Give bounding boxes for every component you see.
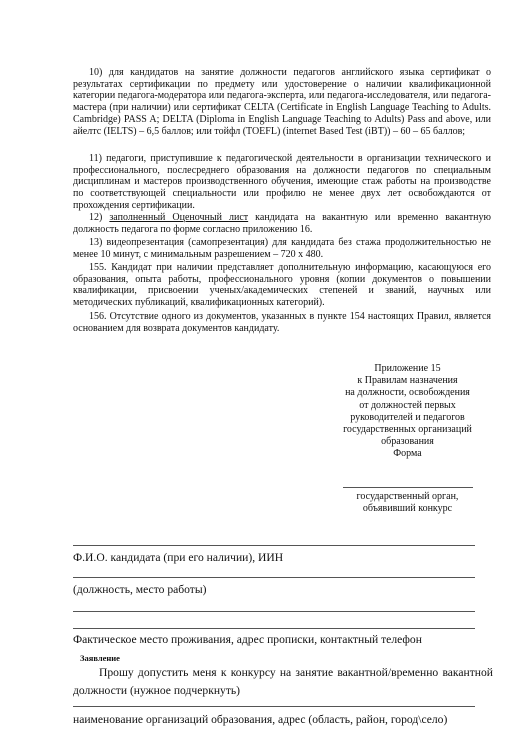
paragraph-13-text: 13) видеопрезентация (самопрезентация) для кандидата без стажа продолжительностью не менее 10 минут, с минимальным разрешением – 720 х 480. bbox=[73, 237, 491, 260]
appendix-line: от должностей первых bbox=[359, 399, 456, 411]
paragraph-155 bbox=[73, 262, 491, 309]
paragraph-156 bbox=[73, 311, 491, 334]
organization-label: наименование организаций образования, адрес (область, район, город\село) bbox=[73, 713, 448, 726]
address-input-line-2[interactable] bbox=[73, 628, 475, 629]
paragraph-10 bbox=[73, 67, 491, 137]
appendix-line: образования bbox=[381, 436, 434, 448]
appendix-line: руководителей и педагогов bbox=[350, 411, 465, 423]
evaluation-sheet-link[interactable]: заполненный Оценочный лист bbox=[109, 212, 249, 223]
position-label: (должность, место работы) bbox=[73, 583, 207, 596]
appendix-line: на должности, освобождения bbox=[345, 387, 470, 399]
paragraph-13 bbox=[73, 237, 491, 260]
paragraph-156-text: 156. Отсутствие одного из документов, указанных в пункте 154 настоящих Правил, является основанием для возврата документов кандидату. bbox=[73, 311, 491, 334]
form-label: Форма bbox=[393, 448, 422, 460]
paragraph-10-text: 10) для кандидатов на занятие должности педагогов английского языка сертификат о результатах сертификации по предмету или удостоверение о наличии квалификационной категории педагога-модератора или педагога-эксперта, или педагога-исследователя, или педагога-мастера (при наличии) или сертификат CELTA (Certificate in English Language Teaching to Adults. Cambridge) PASS A; DELTA (Diploma in English Language Teaching to Adults) Pass and above, или айелтс (IELTS) – 6,5 баллов; или тойфл (TOEFL) (internet Based Test (iBT)) – 60 – 65 баллов; bbox=[73, 67, 491, 137]
paragraph-12-text bbox=[73, 212, 491, 235]
organ-underline[interactable] bbox=[343, 487, 473, 488]
statement-body-text: Прошу допустить меня к конкурсу на занятие вакантной/временно вакантной должности (нужное подчеркнуть) bbox=[73, 666, 493, 697]
appendix-line: к Правилам назначения bbox=[357, 375, 458, 387]
paragraph-12 bbox=[73, 212, 491, 235]
organ-caption bbox=[335, 491, 480, 515]
appendix-line: Приложение 15 bbox=[374, 363, 441, 374]
paragraph-12-prefix: 12) bbox=[89, 212, 110, 223]
fio-input-line[interactable] bbox=[73, 545, 475, 546]
position-input-line[interactable] bbox=[73, 577, 475, 578]
address-input-line-1[interactable] bbox=[73, 611, 475, 612]
paragraph-12-rest: кандидата на вакантную или временно вакантную должность педагога по форме согласно приложению 16. bbox=[73, 212, 491, 235]
paragraph-11 bbox=[73, 153, 491, 212]
paragraph-155-text: 155. Кандидат при наличии представляет дополнительную информацию, касающуюся его образования, опыта работы, профессионального уровня (копии документов о повышении квалификации, присвоении ученых/академических степеней и званий, научных или методических публикаций, квалификационных категорий). bbox=[73, 262, 491, 309]
statement-title: Заявление bbox=[80, 653, 120, 663]
organ-caption-line: объявивший конкурс bbox=[362, 503, 453, 515]
organ-caption-line: государственный орган, bbox=[356, 491, 459, 502]
statement-body bbox=[73, 664, 493, 700]
appendix-line: государственных организаций bbox=[343, 424, 472, 436]
paragraph-11-text: 11) педагоги, приступившие к педагогической деятельности в организации технического и профессионального, послесреднего образования на должности педагогов по специальным дисциплинам и мастеров производственного обучения, имеющие стаж работы на производстве по соответствующей специальности или профилю не менее двух лет освобождаются от прохождения сертификации. bbox=[73, 153, 491, 211]
organization-input-line[interactable] bbox=[73, 706, 475, 707]
fio-label: Ф.И.О. кандидата (при его наличии), ИИН bbox=[73, 551, 284, 564]
address-label: Фактическое место проживания, адрес прописки, контактный телефон bbox=[73, 633, 422, 646]
appendix-header bbox=[335, 363, 480, 461]
